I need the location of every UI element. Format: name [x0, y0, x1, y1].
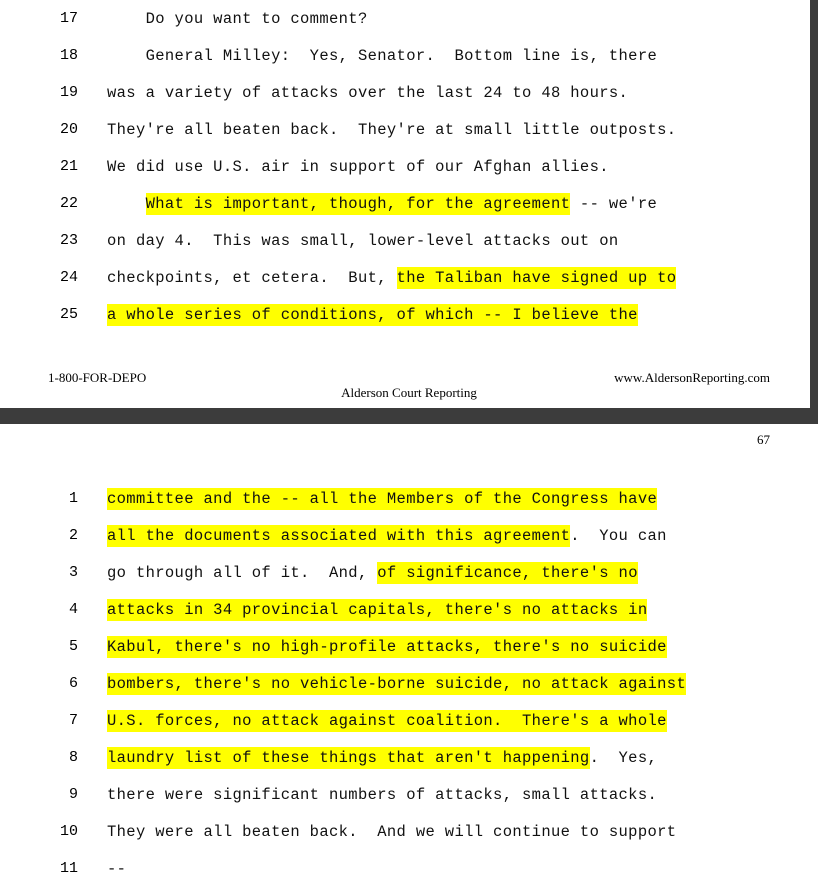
line-number: 3 — [68, 564, 78, 581]
transcript-line — [0, 187, 810, 224]
line-number: 10 — [59, 823, 78, 840]
transcript-line — [0, 593, 818, 630]
transcript-page-2 — [0, 424, 818, 872]
transcript-line — [0, 2, 810, 39]
text-segment: We did use U.S. air in support of our Afghan allies. — [107, 158, 609, 176]
line-text — [107, 47, 657, 65]
transcript-line — [0, 519, 818, 556]
line-text — [107, 490, 657, 508]
line-number: 20 — [59, 121, 78, 138]
transcript-line — [0, 113, 810, 150]
line-number: 21 — [59, 158, 78, 175]
highlighted-text: a whole series of conditions, of which -- I believe the — [107, 306, 638, 324]
text-segment: -- we're — [570, 195, 658, 213]
line-text — [107, 786, 657, 804]
highlighted-text: laundry list of these things that aren't happening — [107, 749, 590, 767]
text-segment — [107, 195, 146, 213]
footer-website: www.AldersonReporting.com — [614, 370, 770, 385]
line-text — [107, 269, 676, 287]
text-segment: was a variety of attacks over the last 24 to 48 hours. — [107, 84, 629, 102]
transcript-line — [0, 556, 818, 593]
text-segment: General Milley: Yes, Senator. Bottom line is, there — [107, 47, 658, 65]
transcript-line — [0, 482, 818, 519]
transcript-line — [0, 778, 818, 815]
line-number: 1 — [68, 490, 78, 507]
line-number: 2 — [68, 527, 78, 544]
line-number: 25 — [59, 306, 78, 323]
line-number: 22 — [59, 195, 78, 212]
text-segment: on day 4. This was small, lower-level attacks out on — [107, 232, 619, 250]
line-number: 9 — [68, 786, 78, 803]
line-text — [107, 601, 647, 619]
line-text — [107, 675, 686, 693]
line-text — [107, 823, 676, 841]
highlighted-text: attacks in 34 provincial capitals, there's no attacks in — [107, 601, 648, 619]
line-text — [107, 10, 368, 28]
highlighted-text: What is important, though, for the agreement — [145, 195, 571, 213]
transcript-line — [0, 261, 810, 298]
highlighted-text: U.S. forces, no attack against coalition. There's a whole — [107, 712, 667, 730]
transcript-line — [0, 150, 810, 187]
highlighted-text: Kabul, there's no high-profile attacks, there's no suicide — [107, 638, 667, 656]
highlighted-text: all the documents associated with this agreement — [107, 527, 571, 545]
transcript-line — [0, 39, 810, 76]
transcript-line — [0, 298, 810, 335]
highlighted-text: the Taliban have signed up to — [396, 269, 677, 287]
line-text — [107, 306, 638, 324]
line-number: 11 — [59, 860, 78, 872]
text-segment: . Yes, — [589, 749, 658, 767]
transcript-line — [0, 630, 818, 667]
line-text — [107, 121, 676, 139]
line-text — [107, 860, 126, 872]
line-number: 8 — [68, 749, 78, 766]
highlighted-text: committee and the -- all the Members of the Congress have — [107, 490, 658, 508]
text-segment: -- — [107, 860, 127, 872]
line-text — [107, 712, 667, 730]
text-segment: They were all beaten back. And we will continue to support — [107, 823, 677, 841]
line-text — [107, 195, 657, 213]
text-segment: there were significant numbers of attacks, small attacks. — [107, 786, 658, 804]
text-segment: They're all beaten back. They're at small little outposts. — [107, 121, 677, 139]
line-number: 17 — [59, 10, 78, 27]
line-text — [107, 527, 667, 545]
line-text — [107, 638, 667, 656]
transcript-line — [0, 76, 810, 113]
highlighted-text: of significance, there's no — [377, 564, 638, 582]
transcript-line — [0, 704, 818, 741]
text-segment: Do you want to comment? — [107, 10, 368, 28]
line-text — [107, 158, 609, 176]
line-number: 4 — [68, 601, 78, 618]
transcript-line — [0, 815, 818, 852]
line-number: 5 — [68, 638, 78, 655]
line-number: 6 — [68, 675, 78, 692]
line-text — [107, 232, 619, 250]
line-text — [107, 749, 657, 767]
line-number: 18 — [59, 47, 78, 64]
line-text — [107, 564, 638, 582]
line-number: 23 — [59, 232, 78, 249]
transcript-page-1 — [0, 0, 810, 408]
text-segment: . You can — [570, 527, 667, 545]
line-text — [107, 84, 628, 102]
transcript-line — [0, 667, 818, 704]
line-number: 19 — [59, 84, 78, 101]
text-segment: checkpoints, et cetera. But, — [107, 269, 397, 287]
line-number: 24 — [59, 269, 78, 286]
line-number: 7 — [68, 712, 78, 729]
text-segment: go through all of it. And, — [107, 564, 378, 582]
page-number: 67 — [757, 432, 770, 447]
transcript-line — [0, 741, 818, 778]
transcript-line — [0, 852, 818, 872]
highlighted-text: bombers, there's no vehicle-borne suicide, no attack against — [107, 675, 687, 693]
transcript-line — [0, 224, 810, 261]
footer-company: Alderson Court Reporting — [341, 385, 477, 400]
footer-phone: 1-800-FOR-DEPO — [48, 370, 147, 385]
